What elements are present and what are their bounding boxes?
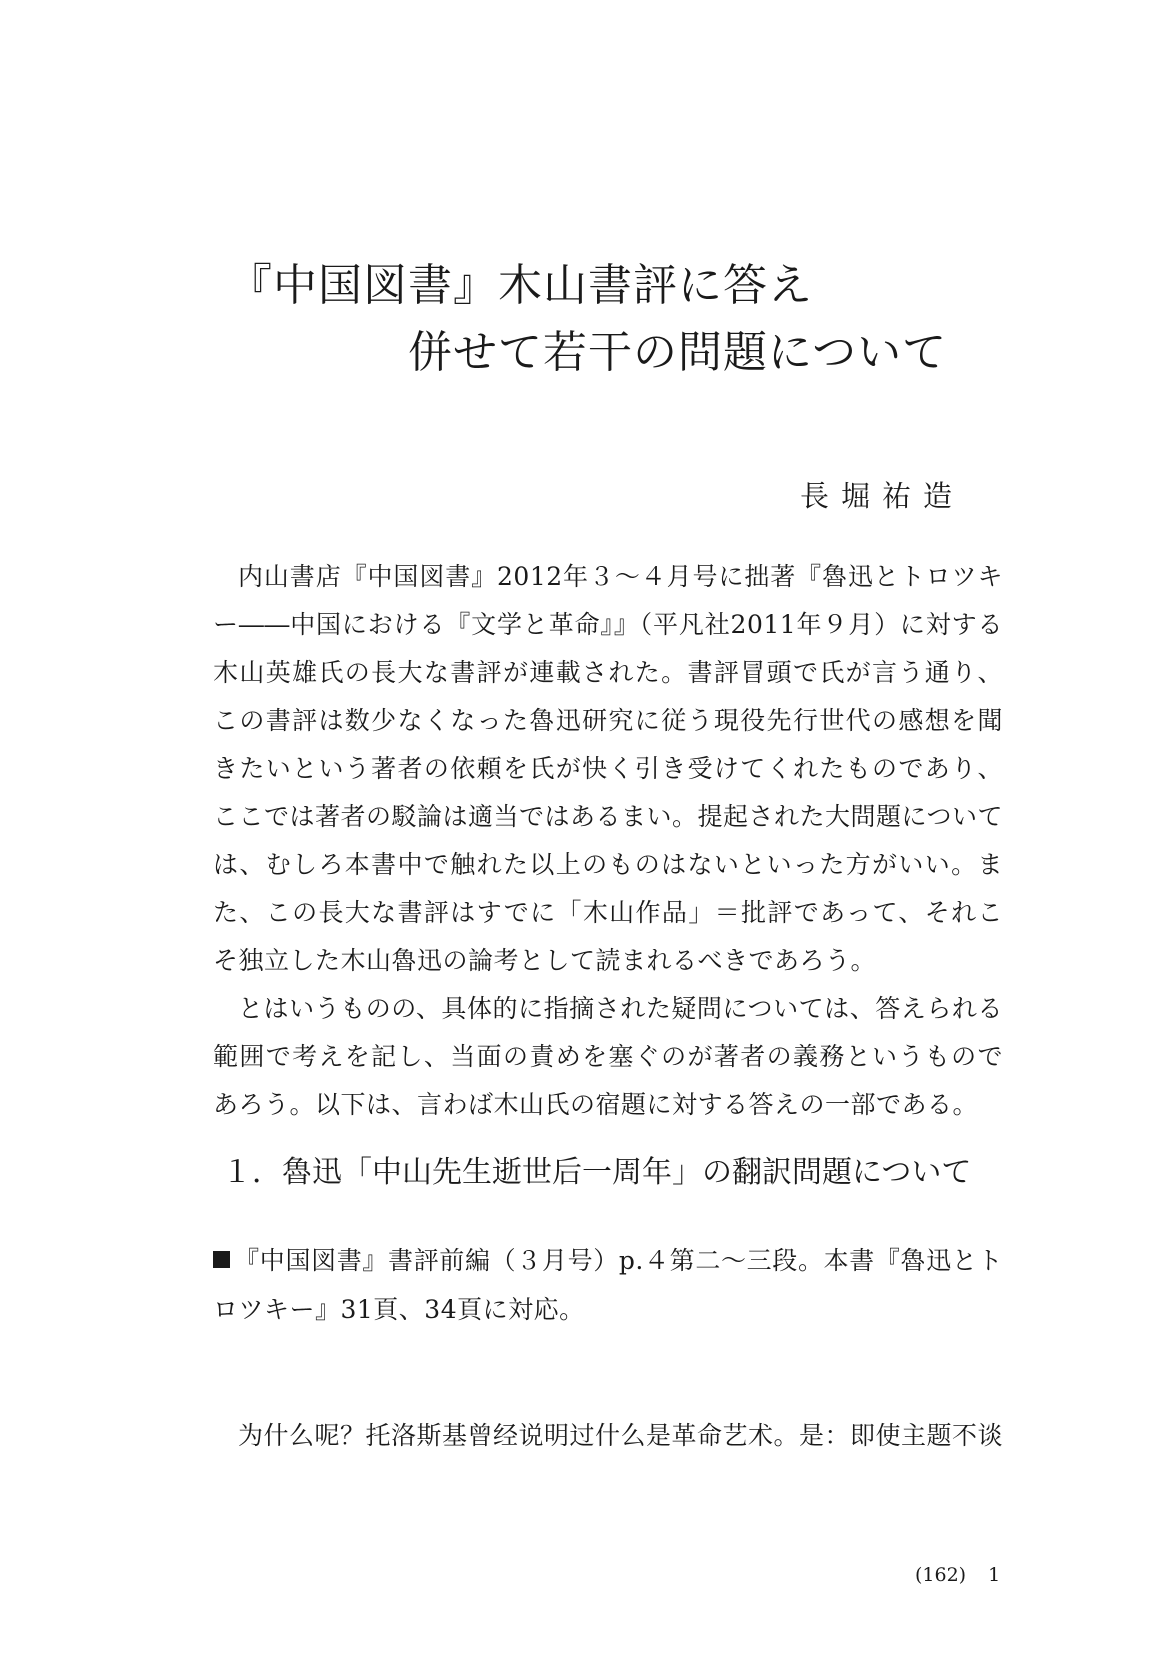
quoted-text: 为什么呢？托洛斯基曾经说明过什么是革命艺术。是：即使主题不谈: [238, 1421, 1004, 1450]
reference-note-text: 『中国図書』書評前編（３月号）p.４第二～三段。本書『魯迅とトロツキー』31頁、34頁に対応。: [213, 1246, 1003, 1324]
page-sequence-number: (162): [915, 1564, 967, 1586]
intro-text: [213, 553, 1003, 1129]
article-title-line-2: 併せて若干の問題について: [408, 327, 948, 378]
reference-note: [213, 1236, 1003, 1334]
author-name: 長堀祐造: [800, 479, 965, 513]
page-number-value: 1: [988, 1564, 1001, 1586]
article-title-line-1: 『中国図書』木山書評に答え: [228, 260, 813, 311]
page-number: [915, 1562, 1000, 1588]
black-square-icon: [213, 1251, 230, 1268]
paragraph-1: 内山書店『中国図書』2012年３～４月号に拙著『魯迅とトロツキー――中国における『文学と革命』』（平凡社2011年９月）に対する木山英雄氏の長大な書評が連載された。書評冒頭で氏が言う通り、この書評は数少なくなった魯迅研究に従う現役先行世代の感想を聞きたいという著者の依頼を氏が快く引き受けてくれたものであり、ここでは著者の駁論は適当ではあるまい。提起された大問題については、むしろ本書中で触れた以上のものはないといった方がいい。また、この長大な書評はすでに「木山作品」＝批評であって、それこそ独立した木山魯迅の論考として読まれるべきであろう。: [213, 562, 1004, 975]
section-heading-1: １．魯迅「中山先生逝世后一周年」の翻訳問題について: [222, 1155, 972, 1190]
paragraph-2: とはいうものの、具体的に指摘された疑問については、答えられる範囲で考えを記し、当面の責めを塞ぐのが著者の義務というものであろう。以下は、言わば木山氏の宿題に対する答えの一部である。: [213, 994, 1003, 1119]
